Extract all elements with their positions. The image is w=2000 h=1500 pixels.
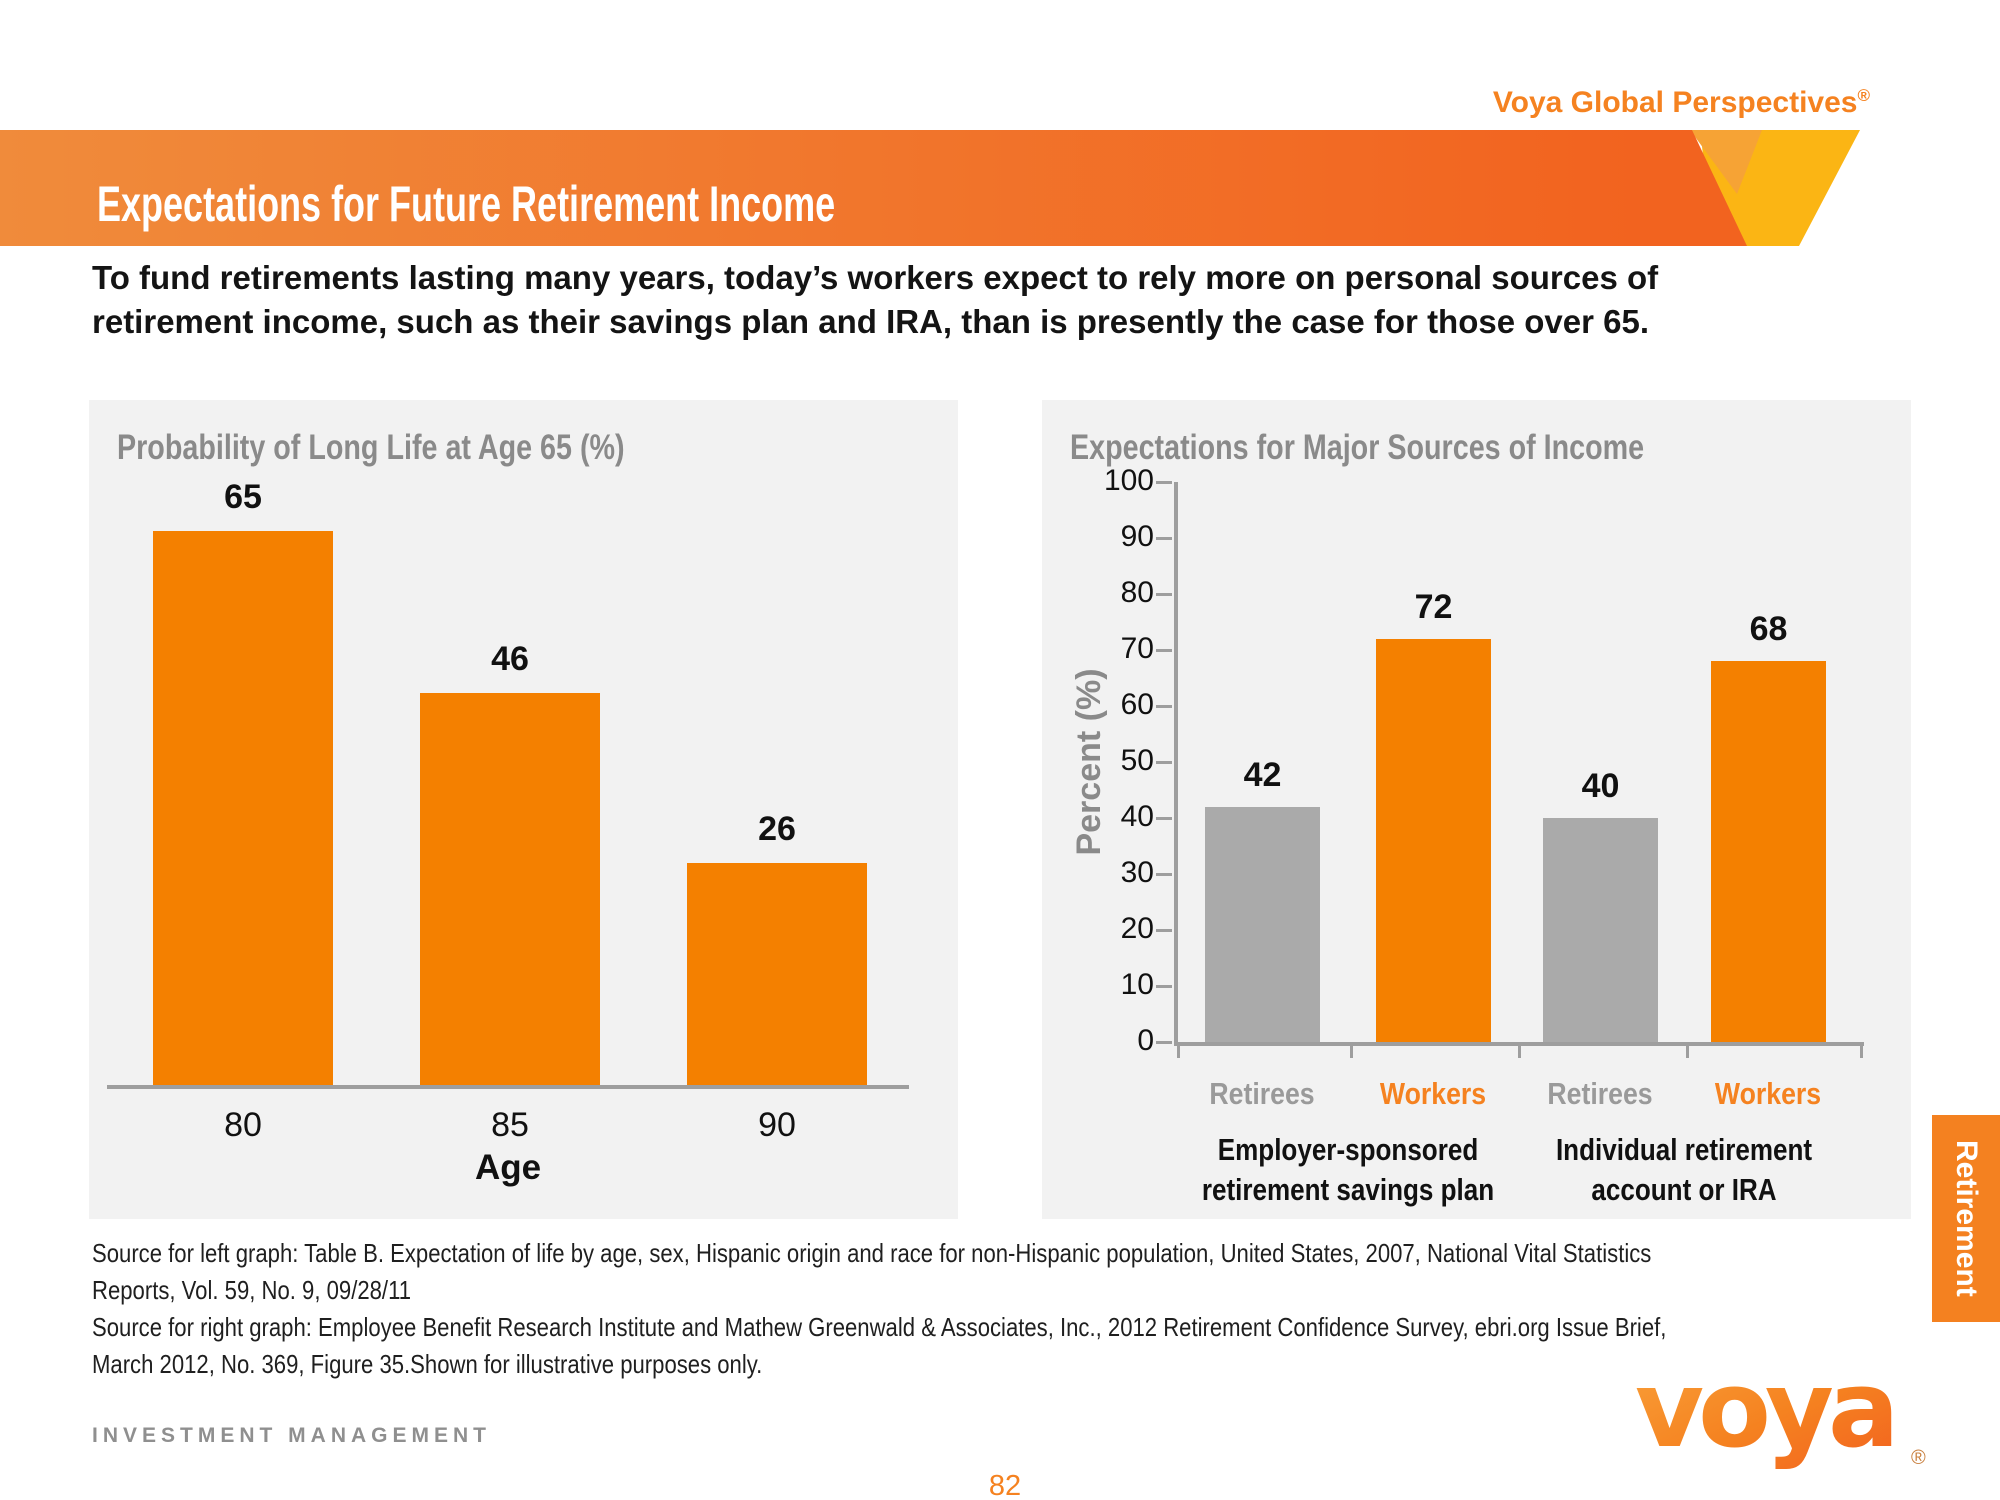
yaxis-tick-label: 10 [1120,968,1154,1001]
source-line: Source for right graph: Employee Benefit Research Institute and Mathew Greenwald & Associates, Inc., 2012 Retirement Confidence Survey, ebri.org Issue Brief, [92,1312,1667,1342]
retirement-section-tab-label: Retirement [1950,1140,1983,1297]
category-label-retirees: Retirees [1547,1076,1653,1111]
xaxis-category-label: 80 [224,1106,262,1144]
chart-long-life-title: Probability of Long Life at Age 65 (%) [117,428,625,467]
xaxis-tick-mark [1860,1046,1863,1058]
subtitle-line: retirement income, such as their savings plan and IRA, than is presently the case for those over 65. [92,303,1649,340]
yaxis-tick-label: 30 [1120,856,1154,889]
source-line: March 2012, No. 369, Figure 35.Shown for illustrative purposes only. [92,1349,763,1379]
xaxis-tick-mark [1518,1046,1521,1058]
chart-income-sources-yaxis-title: Percent (%) [1070,668,1108,856]
title-banner [0,130,1860,246]
yaxis-tick-mark [1156,873,1172,876]
xaxis-tick-mark [1350,1046,1353,1058]
xaxis-tick-mark [1177,1046,1180,1058]
voya-logo-registered-mark: ® [1911,1447,1926,1469]
page-title: Expectations for Future Retirement Income [97,176,836,233]
source-line: Reports, Vol. 59, No. 9, 09/28/11 [92,1275,412,1305]
yaxis-tick-mark [1156,1041,1172,1044]
yaxis-tick-mark [1156,817,1172,820]
category-label-workers: Workers [1379,1076,1487,1111]
yaxis-tick-mark [1156,761,1172,764]
subtitle-line: To fund retirements lasting many years, today’s workers expect to rely more on personal sources of [92,259,1659,296]
yaxis-tick-label: 70 [1120,632,1154,665]
chart-income-sources-title: Expectations for Major Sources of Income [1070,428,1645,467]
bar-workers-3 [1711,661,1826,1042]
bar-retirees-0 [1205,807,1320,1042]
bar-value-label: 72 [1414,588,1453,626]
yaxis-tick-label: 0 [1137,1024,1154,1057]
bar-value-label: 65 [224,478,262,516]
group-label-line: Individual retirement [1555,1132,1813,1167]
chart-long-life-xaxis-title: Age [474,1148,542,1187]
investment-management-label: INVESTMENT MANAGEMENT [92,1424,491,1447]
yaxis-tick-label: 60 [1120,688,1154,721]
yaxis-tick-label: 20 [1120,912,1154,945]
category-label-retirees: Retirees [1209,1076,1315,1111]
bar-age-80 [153,531,333,1085]
bar-age-90 [687,863,867,1085]
chart-income-sources-panel [1042,400,1911,1219]
group-label [1155,1130,1541,1210]
xaxis-category-label: 85 [491,1106,529,1144]
xaxis-tick-mark [1686,1046,1689,1058]
bar-value-label: 40 [1581,767,1620,805]
voya-logo-text: voya [1635,1356,1894,1471]
retirement-section-tab [1932,1115,2000,1322]
subtitle [92,256,1658,344]
bar-workers-1 [1376,639,1491,1042]
group-label [1491,1130,1877,1210]
yaxis-tick-label: 50 [1120,744,1154,777]
bar-value-label: 26 [758,810,796,848]
bar-value-label: 46 [491,640,529,678]
bar-value-label: 68 [1749,610,1788,648]
chart-income-sources-plot [1174,482,1864,1046]
yaxis-tick-mark [1156,929,1172,932]
yaxis-tick-mark [1156,649,1172,652]
yaxis-tick-label: 100 [1103,464,1154,497]
source-line: Source for left graph: Table B. Expectation of life by age, sex, Hispanic origin and race for non-Hispanic population, United States, 2007, National Vital Statistics [92,1238,1652,1268]
yaxis-tick-mark [1156,537,1172,540]
chart-long-life-panel [89,400,958,1219]
registered-mark: ® [1857,86,1870,105]
yaxis-tick-mark [1156,481,1172,484]
brand-eyebrow-text: Voya Global Perspectives [1492,86,1858,119]
bar-age-85 [420,693,600,1085]
group-label-line: account or IRA [1591,1172,1777,1207]
category-label-workers: Workers [1714,1076,1822,1111]
yaxis-tick-label: 90 [1120,520,1154,553]
yaxis-tick-mark [1156,705,1172,708]
bar-value-label: 42 [1243,756,1282,794]
xaxis-category-label: 90 [758,1106,796,1144]
bar-retirees-2 [1543,818,1658,1042]
yaxis-tick-label: 40 [1120,800,1154,833]
group-label-line: Employer-sponsored [1217,1132,1479,1167]
group-label-line: retirement savings plan [1201,1172,1495,1207]
yaxis-tick-label: 80 [1120,576,1154,609]
chart-long-life-plot [107,400,909,1089]
voya-logo [1635,1356,1945,1476]
yaxis-tick-mark [1156,593,1172,596]
brand-eyebrow [1493,86,1870,120]
page-number: 82 [988,1470,1022,1500]
yaxis-tick-mark [1156,985,1172,988]
